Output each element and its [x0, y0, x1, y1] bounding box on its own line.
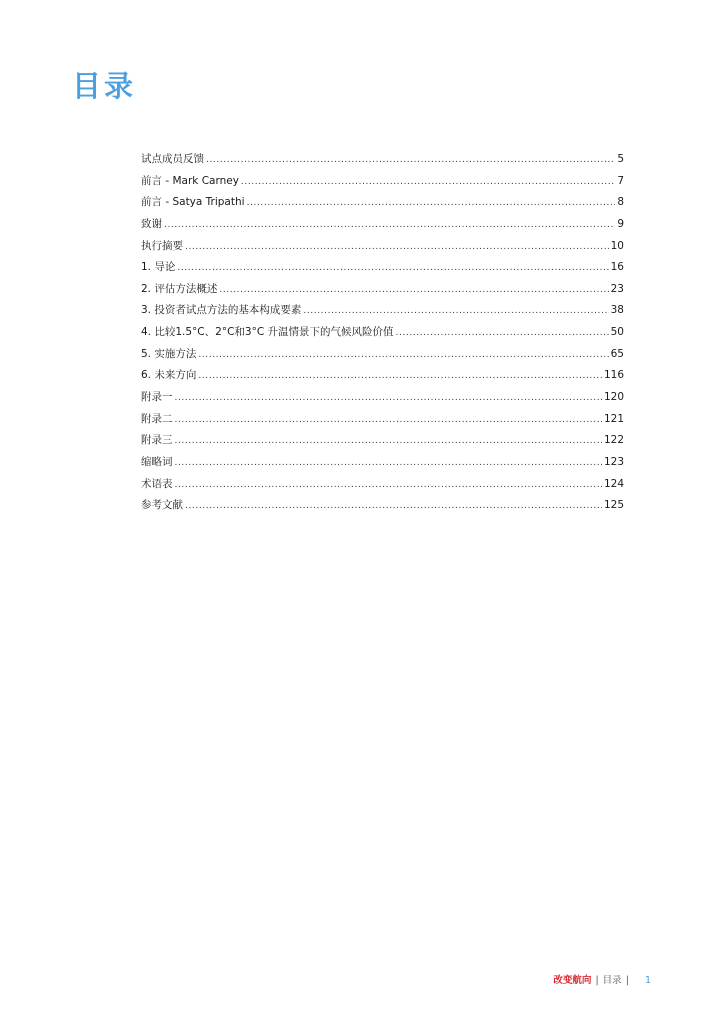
toc-entry-page: 65	[610, 347, 624, 360]
toc-entry-title: 参考文献	[141, 499, 183, 512]
toc-entry-title: 附录一	[141, 391, 173, 404]
footer-page-number: 1	[644, 975, 651, 986]
toc-entry-page: 120	[603, 391, 624, 404]
toc-entry-foreword-tripathi[interactable]	[141, 192, 624, 214]
toc-entry-title: 5. 实施方法	[141, 347, 197, 360]
toc-entry-page: 125	[603, 499, 624, 512]
toc-entry-introduction[interactable]	[141, 257, 624, 279]
toc-dot-leader	[177, 258, 608, 280]
toc-dot-leader	[241, 172, 615, 194]
toc-dot-leader	[198, 345, 608, 367]
toc-entry-page: 121	[603, 412, 624, 425]
page-footer	[553, 975, 651, 987]
toc-entry-page: 123	[603, 455, 624, 468]
toc-dot-leader	[185, 237, 609, 259]
footer-chapter-link[interactable]: 改变航向	[553, 975, 592, 986]
toc-entry-feedback[interactable]	[141, 149, 624, 171]
toc-entry-title: 执行摘要	[141, 239, 183, 252]
toc-entry-page: 7	[617, 174, 624, 187]
toc-entry-title: 6. 未来方向	[141, 369, 197, 382]
toc-entry-references[interactable]	[141, 495, 624, 517]
toc-entry-building-blocks[interactable]	[141, 300, 624, 322]
toc-entry-page: 8	[617, 196, 624, 209]
toc-dot-leader	[175, 388, 602, 410]
toc-entry-title: 1. 导论	[141, 261, 176, 274]
toc-entry-future-directions[interactable]	[141, 365, 624, 387]
toc-dot-leader	[396, 323, 609, 345]
toc-entry-title: 术语表	[141, 477, 173, 490]
toc-entry-abbreviations[interactable]	[141, 452, 624, 474]
toc-dot-leader	[175, 453, 602, 475]
toc-dot-leader	[206, 150, 615, 172]
toc-dot-leader	[247, 193, 616, 215]
toc-entry-page: 10	[610, 239, 624, 252]
toc-dot-leader	[185, 496, 602, 518]
toc-entry-title: 附录二	[141, 412, 173, 425]
toc-entry-title: 2. 评估方法概述	[141, 282, 218, 295]
toc-entry-title: 前言 - Satya Tripathi	[141, 196, 245, 209]
toc-entry-executive-summary[interactable]	[141, 236, 624, 258]
toc-entry-page: 122	[603, 434, 624, 447]
toc-dot-leader	[303, 301, 608, 323]
toc-entry-methodology-overview[interactable]	[141, 279, 624, 301]
toc-entry-appendix-3[interactable]	[141, 430, 624, 452]
page-title: 目录	[72, 69, 137, 103]
toc-dot-leader	[175, 475, 602, 497]
toc-dot-leader	[175, 431, 602, 453]
toc-entry-acknowledgements[interactable]	[141, 214, 624, 236]
toc-dot-leader	[164, 215, 615, 237]
toc-dot-leader	[175, 410, 602, 432]
toc-entry-foreword-carney[interactable]	[141, 171, 624, 193]
toc-entry-title: 前言 - Mark Carney	[141, 174, 239, 187]
toc-dot-leader	[198, 366, 602, 388]
toc-entry-title: 试点成员反馈	[141, 153, 204, 165]
footer-separator: |	[595, 975, 599, 986]
toc-entry-climate-var-comparison[interactable]	[141, 322, 624, 344]
toc-entry-appendix-1[interactable]	[141, 387, 624, 409]
toc-entry-page: 16	[610, 261, 624, 274]
toc-entry-title: 缩略词	[141, 455, 173, 468]
toc-entry-title: 附录三	[141, 434, 173, 447]
toc-entry-title: 4. 比较1.5°C、2°C和3°C 升温情景下的气候风险价值	[141, 326, 394, 339]
toc-entry-page: 5	[617, 153, 624, 165]
toc-entry-appendix-2[interactable]	[141, 409, 624, 431]
table-of-contents	[141, 149, 624, 517]
toc-entry-page: 9	[617, 217, 624, 230]
toc-entry-title: 致谢	[141, 217, 162, 230]
footer-separator: |	[625, 975, 629, 986]
toc-dot-leader	[219, 280, 608, 302]
footer-section-label: 目录	[602, 975, 622, 986]
toc-entry-implementation[interactable]	[141, 344, 624, 366]
toc-entry-glossary[interactable]	[141, 474, 624, 496]
toc-entry-page: 50	[610, 326, 624, 339]
toc-entry-page: 124	[603, 477, 624, 490]
toc-entry-page: 23	[610, 282, 624, 295]
toc-entry-title: 3. 投资者试点方法的基本构成要素	[141, 304, 302, 317]
toc-entry-page: 38	[610, 304, 624, 317]
toc-entry-page: 116	[603, 369, 624, 382]
